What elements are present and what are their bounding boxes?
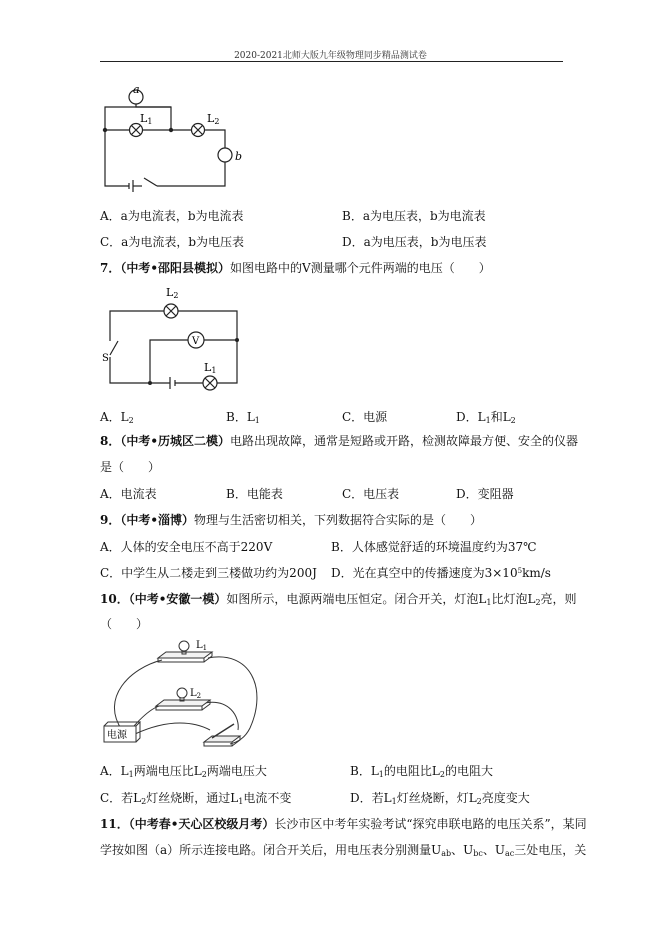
label-l1-sub: 1 xyxy=(147,117,153,126)
q9-option-a: A．人体的安全电压不高于220V xyxy=(100,540,273,554)
q8-option-c: C．电压表 xyxy=(342,487,400,501)
q7-stem xyxy=(100,259,491,276)
label-l2: L xyxy=(190,688,197,699)
q9-source: （中考•淄博） xyxy=(120,513,195,527)
q7-option-a: A．$L_2$ xyxy=(100,410,134,425)
q7-option-b: B．$L_1$ xyxy=(226,410,260,425)
circuit-figure-q6 xyxy=(95,82,255,194)
q9-number: 9． xyxy=(100,513,121,527)
label-l1: L xyxy=(204,361,212,374)
q6-option-d: D．a为电压表，b为电压表 xyxy=(342,235,487,249)
switch-icon xyxy=(144,178,157,186)
q6-option-c: C．a为电流表，b为电压表 xyxy=(100,235,245,249)
svg-text:L1 xyxy=(196,640,207,652)
q8-stem-line1 xyxy=(100,432,578,449)
q11-source: （中考春•天心区校级月考） xyxy=(128,817,275,831)
power-source-label: 电源 xyxy=(107,730,127,741)
q8-option-b: B．电能表 xyxy=(226,487,283,501)
q9-stem xyxy=(100,511,482,528)
q10-stem-line1: 10．（中考•安徽一模）如图所示，电源两端电压恒定。闭合开关，灯泡$L_1$比灯泡$L_2$亮，则 xyxy=(100,592,577,607)
q10-stem-line2: （ ） xyxy=(100,617,149,631)
label-l1-sub: 1 xyxy=(202,644,208,652)
q8-option-d: D．变阻器 xyxy=(456,487,514,501)
q9-option-d: D．光在真空中的传播速度为$3\times 10^5km/s$ xyxy=(331,566,551,580)
q10-option-c: C．若$L_2$灯丝烧断，通过$L_1$电流不变 xyxy=(100,791,292,806)
q9-option-c: C．中学生从二楼走到三楼做功约为200J xyxy=(100,566,317,580)
q10-number: 10． xyxy=(100,592,129,606)
q9-text: 物理与生活密切相关，下列数据符合实际的是（ ） xyxy=(194,513,483,527)
q8-text: 电路出现故障，通常是短路或开路，检测故障最方便、安全的仪器 xyxy=(230,434,579,448)
header-rule xyxy=(100,61,563,62)
q6-option-a: A．a为电流表，b为电流表 xyxy=(100,209,244,223)
label-l2: L xyxy=(166,286,174,299)
q10-source: （中考•安徽一模） xyxy=(128,592,227,606)
label-l2-sub: 2 xyxy=(196,692,202,700)
lamp-l1-icon xyxy=(158,652,212,658)
svg-text:L1 xyxy=(204,361,216,375)
label-s: S xyxy=(102,353,109,364)
q11-stem-line2: 学按如图（a）所示连接电路。闭合开关后，用电压表分别测量$U_{ab}$、$U_{bc}$、$U_{ac}$三处电压，关 xyxy=(100,843,587,858)
q10-option-b: B．$L_1$的电阻比$L_2$的电阻大 xyxy=(350,764,493,779)
q8-source: （中考•历城区二模） xyxy=(120,434,231,448)
battery-icon xyxy=(170,377,175,389)
switch-icon xyxy=(204,736,240,742)
label-l2: L xyxy=(207,112,215,125)
switch-icon xyxy=(110,341,118,355)
meter-b-icon xyxy=(218,148,232,162)
q11-stem-line1: 11．（中考春•天心区校级月考）长沙市区中考年实验考试“探究串联电路的电压关系”，某同 xyxy=(100,817,587,831)
q10-option-d: D．若$L_1$灯丝烧断，灯$L_2$亮度变大 xyxy=(350,791,530,806)
label-l1: L xyxy=(196,640,203,651)
q8-stem-line2: 是（ ） xyxy=(100,460,161,474)
label-l1: L xyxy=(140,112,148,125)
q7-source: （中考•邵阳县模拟） xyxy=(120,261,231,275)
q9-option-b: B．人体感觉舒适的环境温度约为37℃ xyxy=(331,540,537,554)
label-l1-sub: 1 xyxy=(211,366,217,375)
voltmeter-label: V xyxy=(192,336,200,347)
q8-number: 8． xyxy=(100,434,121,448)
label-l2-sub: 2 xyxy=(214,117,220,126)
q7-option-d: D．$L_1$和$L_2$ xyxy=(456,410,516,425)
label-b: b xyxy=(235,150,243,163)
svg-text:L1 xyxy=(140,112,152,126)
q6-option-b: B．a为电压表，b为电流表 xyxy=(342,209,486,223)
q7-text: 如图电路中的V测量哪个元件两端的电压（ ） xyxy=(230,261,491,275)
q7-option-c: C．电源 xyxy=(342,410,388,424)
battery-icon xyxy=(129,180,133,192)
q8-option-a: A．电流表 xyxy=(100,487,157,501)
q7-number: 7． xyxy=(100,261,121,275)
svg-text:L2 xyxy=(190,688,201,700)
svg-text:L2 xyxy=(207,112,219,126)
circuit-figure-q7 xyxy=(100,283,245,395)
circuit-figure-q10 xyxy=(100,638,270,750)
svg-text:L2 xyxy=(166,286,178,300)
q10-option-a: A．$L_1$两端电压比$L_2$两端电压大 xyxy=(100,764,267,779)
label-l2-sub: 2 xyxy=(173,291,179,300)
label-a: a xyxy=(133,83,140,96)
page-header: 2020-2021北师大版九年级物理同步精品测试卷 xyxy=(234,51,427,61)
q11-number: 11． xyxy=(100,817,129,831)
